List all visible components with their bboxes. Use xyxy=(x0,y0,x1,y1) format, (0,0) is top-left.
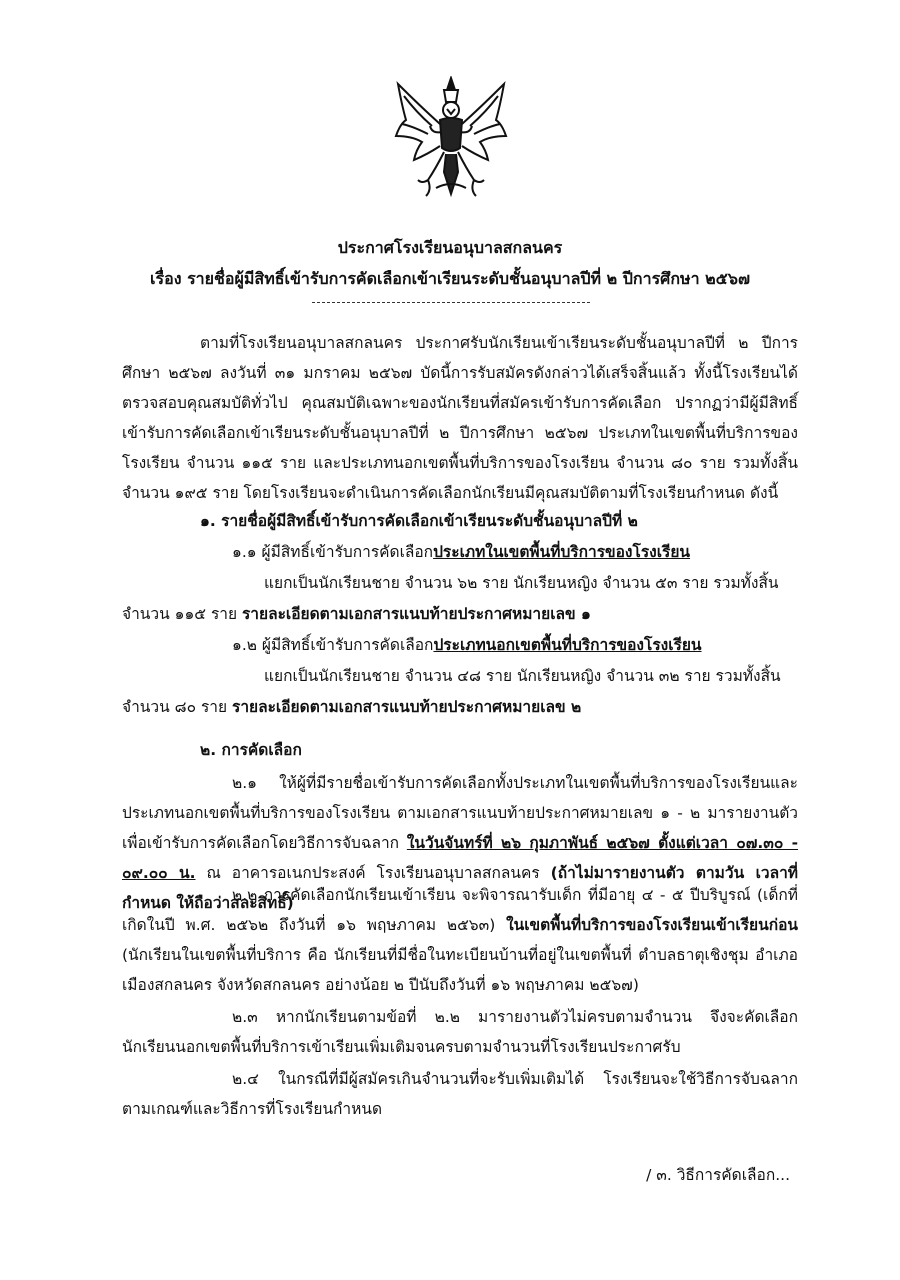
p24-text: ๒.๔ ในกรณีที่มีผู้สมัครเกินจำนวนที่จะรับเพิ่มเติมได้ โรงเรียนจะใช้วิธีการจับฉลากตามเกณฑ์และวิธีการที่โรงเรียนกำหนด xyxy=(122,1070,798,1118)
p21-location: ณ อาคารอเนกประสงค์ โรงเรียนอนุบาลสกลนคร xyxy=(195,864,551,882)
p21-text: ๒.๑ ให้ผู้ที่มีรายชื่อเข้ารับการคัดเลือกทั้งประเภทในเขตพื้นที่บริการของโรงเรียนและประเภทนอกเขตพื้นที่บริการของโรงเรียน ตามเอกสารแนบท้ายประกาศหมายเลข ๑ - ๒ มารายงานตัวเพื่อเข้ารับการคัดเลือกโดยวิธีการจับฉลาก xyxy=(122,774,798,852)
p22-priority: ในเขตพื้นที่บริการของโรงเรียนเข้าเรียนก่อน xyxy=(506,916,798,934)
title-divider xyxy=(312,302,590,303)
item-1-2-line2 xyxy=(122,692,581,722)
section-1-heading: ๑. รายชื่อผู้มีสิทธิ์เข้ารับการคัดเลือกเข้าเรียนระดับชั้นอนุบาลปีที่ ๒ xyxy=(200,512,638,530)
paragraph-2-3 xyxy=(122,1002,798,1062)
item-1-2-heading xyxy=(232,630,702,660)
p22-definition: (นักเรียนในเขตพื้นที่บริการ คือ นักเรียนที่มีชื่อในทะเบียนบ้านที่อยู่ในเขตพื้นที่ ตำบลธาตุเชิงชุม อำเภอเมืองสกลนคร จังหวัดสกลนคร อย่างน้อย ๒ ปีนับถึงวันที่ ๑๖ พฤษภาคม ๒๕๖๗) xyxy=(122,946,798,994)
p21-date: ในวันจันทร์ที่ ๒๖ กุมภาพันธ์ ๒๕๖๗ ตั้งแต่เวลา ๐๗.๓๐ - ๐๙.๐๐ น. xyxy=(122,834,799,882)
item-1-1-prefix: ๑.๑ ผู้มีสิทธิ์เข้ารับการคัดเลือก xyxy=(232,543,434,561)
paragraph-2-2 xyxy=(122,880,798,1000)
section-2-heading: ๒. การคัดเลือก xyxy=(200,741,302,759)
garuda-emblem-icon xyxy=(392,76,510,200)
item-1-2-line1: แยกเป็นนักเรียนชาย จำนวน ๔๘ ราย นักเรียนหญิง จำนวน ๓๒ ราย รวมทั้งสิ้น xyxy=(264,667,781,685)
item-1-1-count: จำนวน ๑๑๕ ราย xyxy=(122,605,242,623)
p21-forfeit-note: (ถ้าไม่มารายงานตัว ตามวัน เวลาที่กำหนด ให้ถือว่าสละสิทธิ์) xyxy=(122,864,798,912)
continuation-footer: / ๓. วิธีการคัดเลือก... xyxy=(646,1166,790,1184)
paragraph-2-4 xyxy=(122,1064,798,1124)
item-1-1-heading xyxy=(232,537,690,567)
announcement-subject: เรื่อง รายชื่อผู้มีสิทธิ์เข้ารับการคัดเลือกเข้าเรียนระดับชั้นอนุบาลปีที่ ๒ ปีการศึกษา ๒๕๖๗ xyxy=(150,269,750,288)
item-1-2-count: จำนวน ๘๐ ราย xyxy=(122,698,232,716)
intro-paragraph xyxy=(122,328,798,508)
item-1-2-attachment: รายละเอียดตามเอกสารแนบท้ายประกาศหมายเลข ๒ xyxy=(232,698,582,716)
p22-text: ๒.๒ การคัดเลือกนักเรียนเข้าเรียน จะพิจารณารับเด็ก ที่มีอายุ ๔ - ๕ ปีบริบูรณ์ (เด็กที่เกิดในปี พ.ศ. ๒๕๖๒ ถึงวันที่ ๑๖ พฤษภาคม ๒๕๖๓) xyxy=(122,886,798,934)
item-1-1-line2 xyxy=(122,599,591,629)
p23-text: ๒.๓ หากนักเรียนตามข้อที่ ๒.๒ มารายงานตัวไม่ครบตามจำนวน จึงจะคัดเลือกนักเรียนนอกเขตพื้นที่บริการเข้าเรียนเพิ่มเติมจนครบตามจำนวนที่โรงเรียนประกาศรับ xyxy=(122,1008,798,1056)
item-1-1-type: ประเภทในเขตพื้นที่บริการของโรงเรียน xyxy=(433,543,691,561)
item-1-1-attachment: รายละเอียดตามเอกสารแนบท้ายประกาศหมายเลข ๑ xyxy=(241,605,591,623)
intro-text: ตามที่โรงเรียนอนุบาลสกลนคร ประกาศรับนักเรียนเข้าเรียนระดับชั้นอนุบาลปีที่ ๒ ปีการศึกษา ๒๕๖๗ ลงวันที่ ๓๑ มกราคม ๒๕๖๗ บัดนี้การรับสมัครดังกล่าวได้เสร็จสิ้นแล้ว ทั้งนี้โรงเรียนได้ตรวจสอบคุณสมบัติทั่วไป คุณสมบัติเฉพาะของนักเรียนที่สมัครเข้ารับการคัดเลือก ปรากฏว่ามีผู้มีสิทธิ์เข้ารับการคัดเลือกเข้าเรียนระดับชั้นอนุบาลปีที่ ๒ ปีการศึกษา ๒๕๖๗ ประเภทในเขตพื้นที่บริการของโรงเรียน จำนวน ๑๑๕ ราย และประเภทนอกเขตพื้นที่บริการของโรงเรียน จำนวน ๘๐ ราย รวมทั้งสิ้น จำนวน ๑๙๕ ราย โดยโรงเรียนจะดำเนินการคัดเลือกนักเรียนมีคุณสมบัติตามที่โรงเรียนกำหนด ดังนี้ xyxy=(122,334,798,502)
announcement-title: ประกาศโรงเรียนอนุบาลสกลนคร xyxy=(337,238,563,257)
item-1-1-line1: แยกเป็นนักเรียนชาย จำนวน ๖๒ ราย นักเรียนหญิง จำนวน ๕๓ ราย รวมทั้งสิ้น xyxy=(264,574,779,592)
item-1-2-prefix: ๑.๒ ผู้มีสิทธิ์เข้ารับการคัดเลือก xyxy=(232,636,434,654)
item-1-2-type: ประเภทนอกเขตพื้นที่บริการของโรงเรียน xyxy=(433,636,702,654)
